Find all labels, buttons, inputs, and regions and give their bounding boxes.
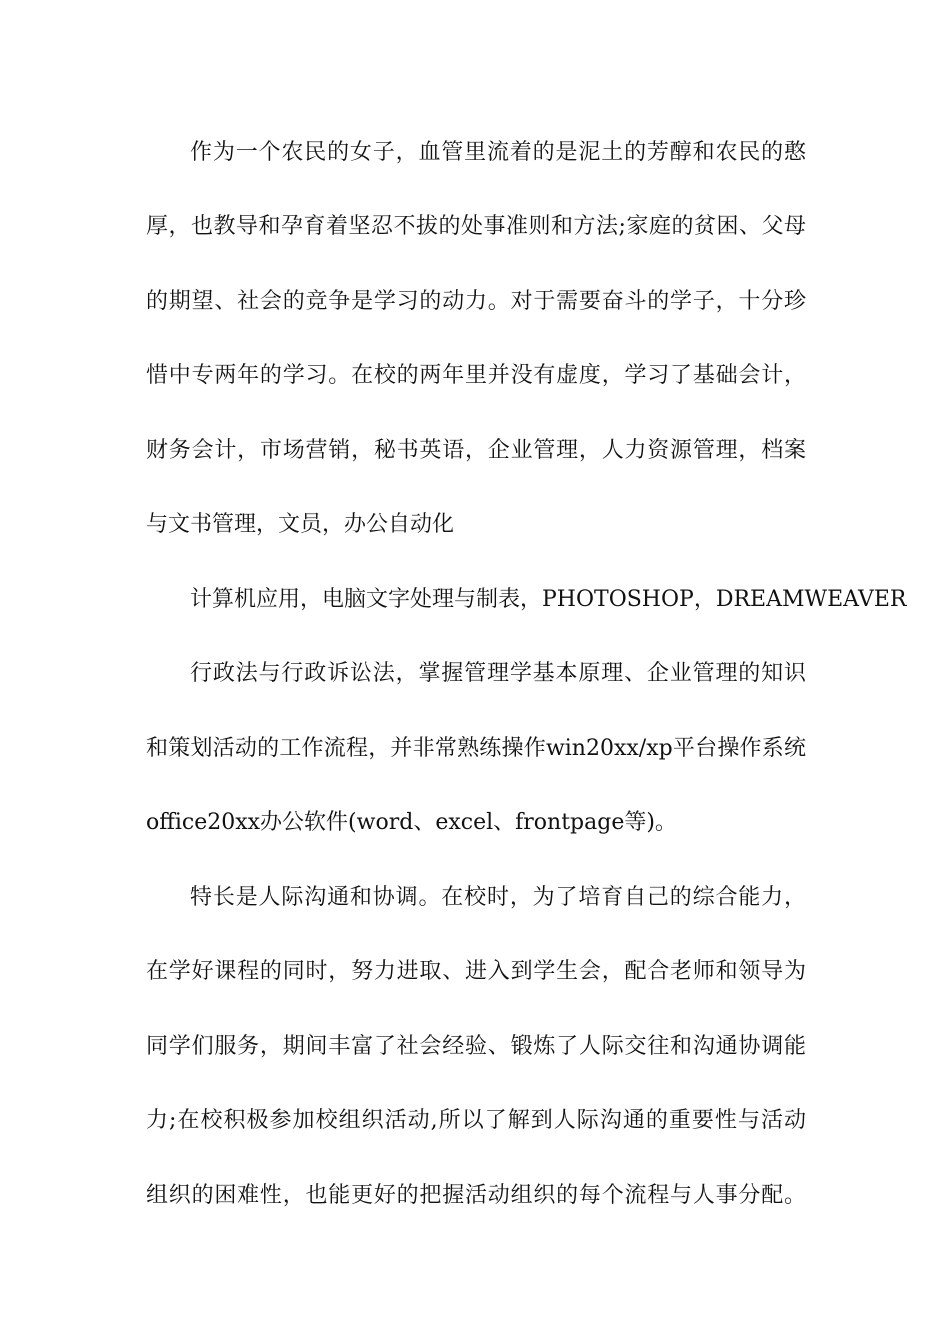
paragraph-line: office20xx办公软件(word、excel、frontpage等)。 [146,810,677,835]
paragraph-line: 组织的困难性，也能更好的把握活动组织的每个流程与人事分配。 [146,1183,806,1208]
paragraph-line: 厚，也教导和孕育着坚忍不拔的处事准则和方法;家庭的贫困、父母 [146,214,806,239]
paragraph-line: 力;在校积极参加校组织活动,所以了解到人际沟通的重要性与活动 [146,1108,806,1133]
paragraph-line: 与文书管理，文员，办公自动化 [146,512,455,537]
paragraph-line: 特长是人际沟通和协调。在校时，为了培育自己的综合能力， [190,885,806,910]
paragraph-line: 在学好课程的同时，努力进取、进入到学生会，配合老师和领导为 [146,959,806,984]
paragraph-line: 财务会计，市场营销，秘书英语，企业管理，人力资源管理，档案 [146,438,806,463]
paragraph-line: 和策划活动的工作流程，并非常熟练操作win20xx/xp平台操作系统 [146,736,806,761]
paragraph-line: 的期望、社会的竞争是学习的动力。对于需要奋斗的学子，十分珍 [146,289,806,314]
paragraph-line: 计算机应用，电脑文字处理与制表，PHOTOSHOP，DREAMWEAVER [190,587,907,612]
paragraph-line: 惜中专两年的学习。在校的两年里并没有虚度，学习了基础会计， [146,363,806,388]
paragraph-line: 同学们服务，期间丰富了社会经验、锻炼了人际交往和沟通协调能 [146,1034,806,1059]
paragraph-line: 行政法与行政诉讼法，掌握管理学基本原理、企业管理的知识 [190,661,806,686]
paragraph-line: 作为一个农民的女子，血管里流着的是泥土的芳醇和农民的憨 [190,140,806,165]
